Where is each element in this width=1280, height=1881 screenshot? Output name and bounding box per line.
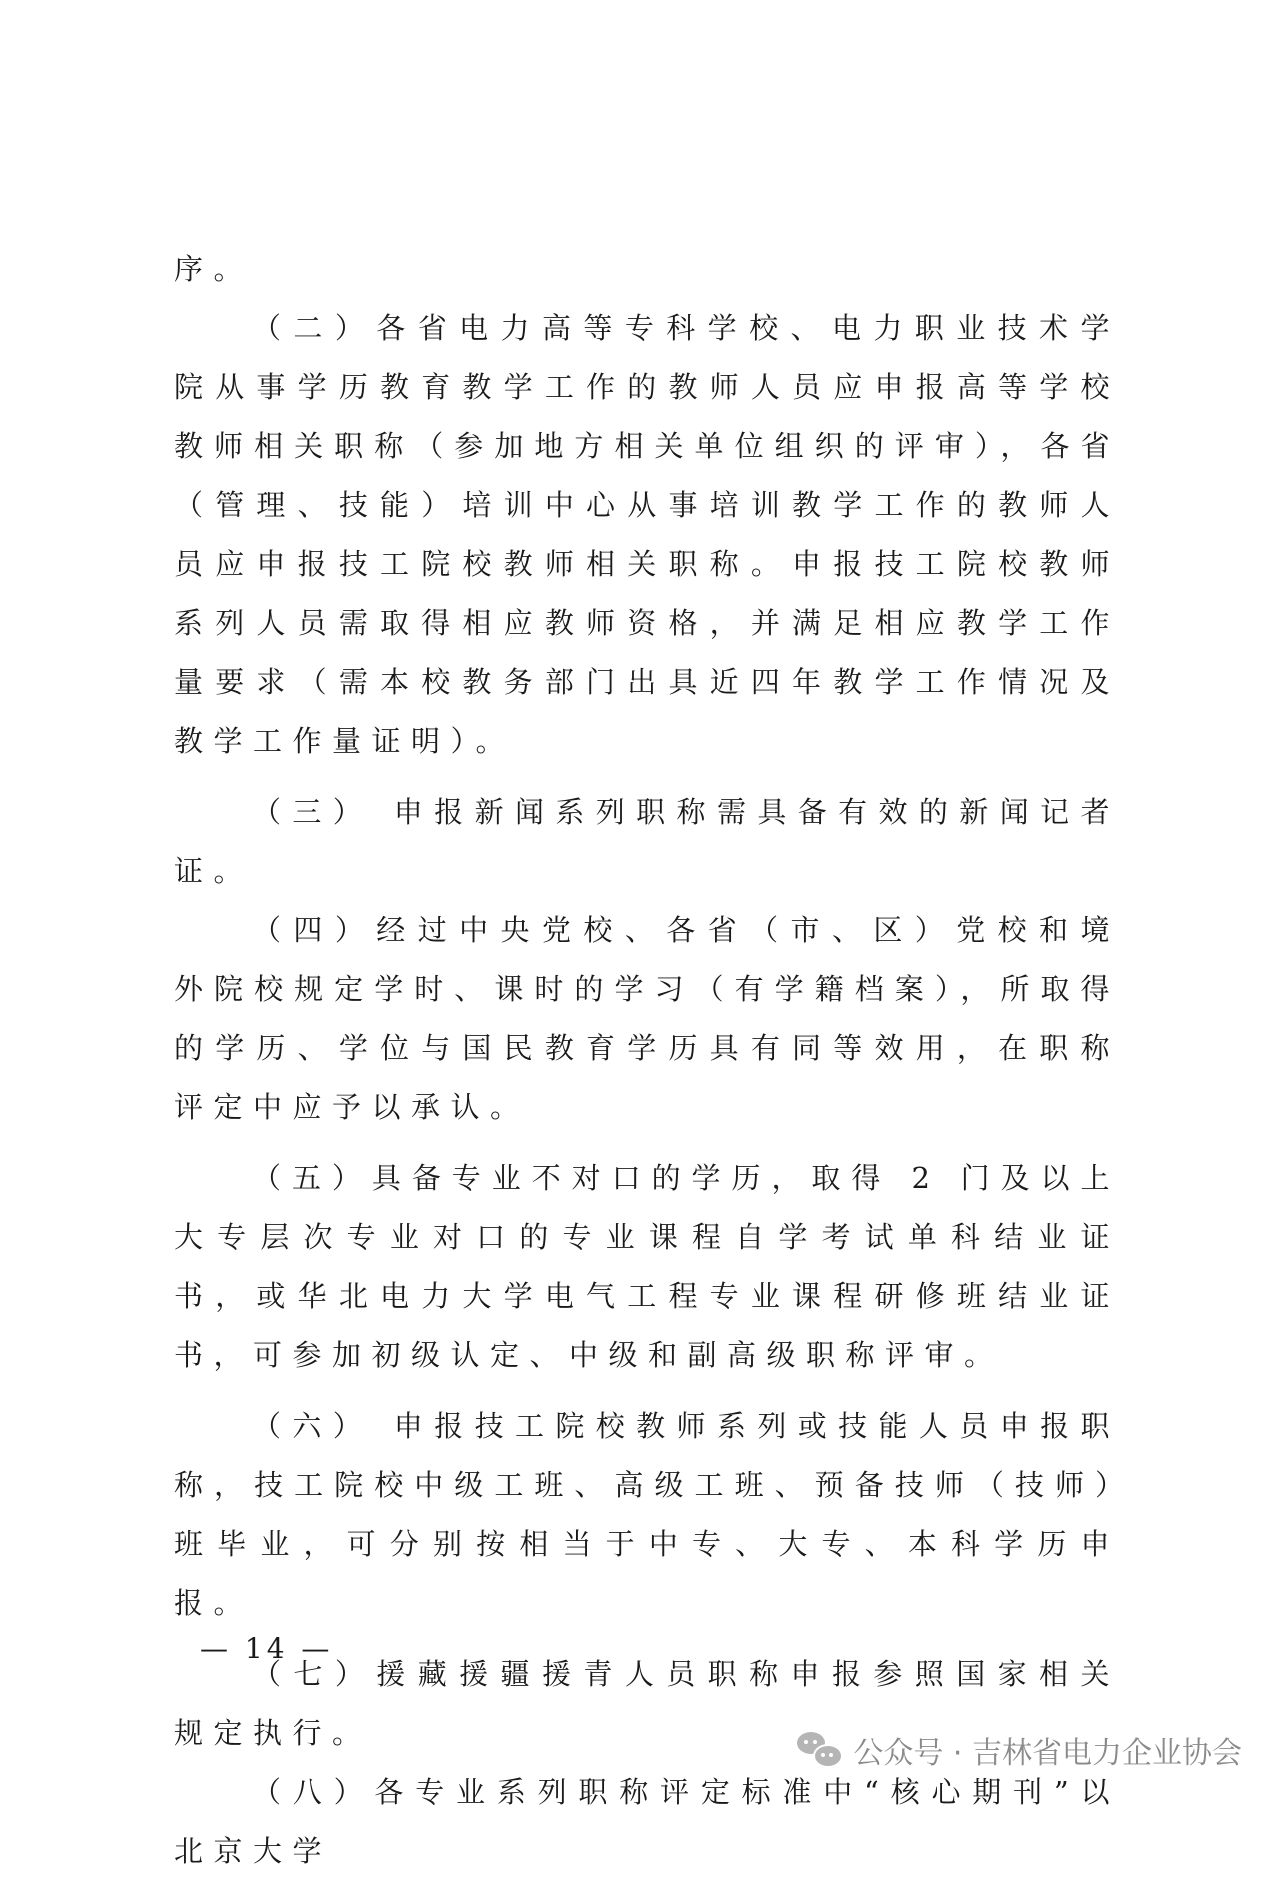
paragraph-2: （三） 申报新闻系列职称需具备有效的新闻记者证。: [174, 795, 1120, 888]
paragraph-7: （八）各专业系列职称评定标准中“核心期刊”以北京大学: [174, 1775, 1120, 1868]
watermark-footer: [797, 1728, 1242, 1772]
paragraph-5: （六） 申报技工院校教师系列或技能人员申报职称，技工院校中级工班、高级工班、预备技师（技师）班毕业，可分别按相当于中专、大专、本科学历申报。: [174, 1409, 1120, 1620]
paragraph-6: （七）援藏援疆援青人员职称申报参照国家相关规定执行。: [174, 1657, 1120, 1750]
wechat-icon: [797, 1732, 841, 1768]
watermark-text: 公众号 · 吉林省电力企业协会: [853, 1736, 1242, 1771]
paragraph-3: （四）经过中央党校、各省（市、区）党校和境外院校规定学时、课时的学习（有学籍档案），所取得的学历、学位与国民教育学历具有同等效用，在职称评定中应予以承认。: [174, 913, 1120, 1124]
paragraph-4: （五）具备专业不对口的学历，取得 2 门及以上大专层次专业对口的专业课程自学考试单科结业证书，或华北电力大学电气工程专业课程研修班结业证书，可参加初级认定、中级和副高级职称评审。: [174, 1161, 1120, 1372]
paragraph-0: 序。: [174, 252, 254, 286]
paragraph-1: （二）各省电力高等专科学校、电力职业技术学院从事学历教育教学工作的教师人员应申报高等学校教师相关职称（参加地方相关单位组织的评审），各省（管理、技能）培训中心从事培训教学工作的教师人员应申报技工院校教师相关职称。申报技工院校教师系列人员需取得相应教师资格，并满足相应教学工作量要求（需本校教务部门出具近四年教学工作情况及教学工作量证明）。: [174, 311, 1120, 758]
page-number: — 14 —: [200, 1632, 334, 1665]
